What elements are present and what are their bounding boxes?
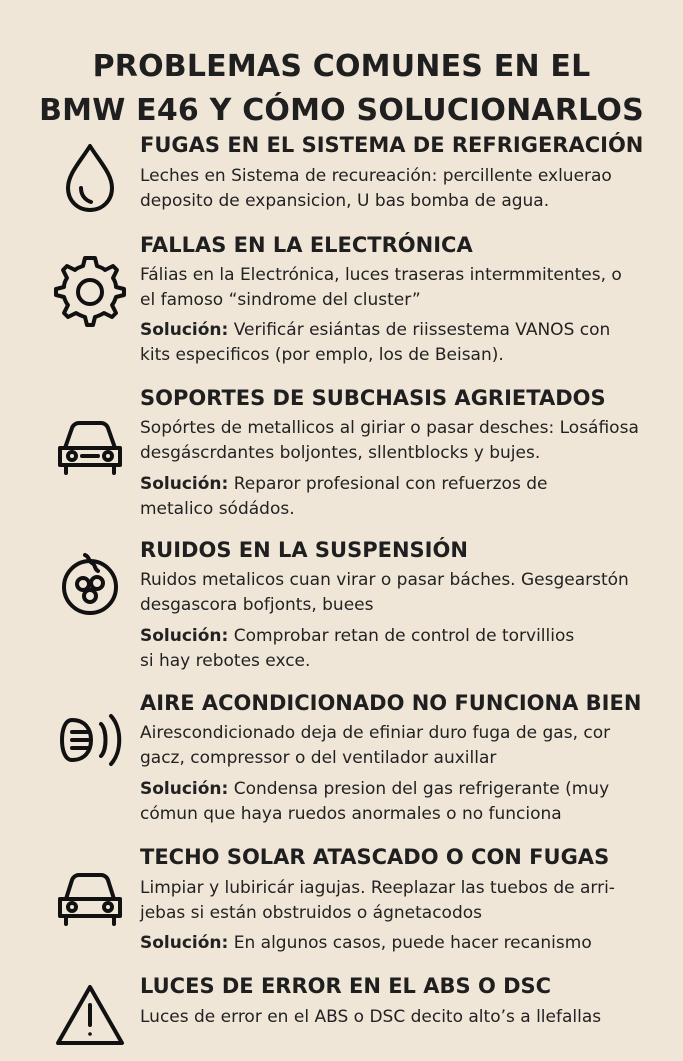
section-abs-dsc-lights — [0, 971, 683, 1027]
solution-content: Comprobar retan de control de torvillios — [228, 626, 575, 646]
solution-content: En algunos casos, puede hacer recanismo — [228, 933, 592, 953]
solution-text — [140, 472, 663, 522]
description-text — [140, 1005, 663, 1030]
section-electronics-failures — [0, 230, 683, 375]
description-text — [140, 876, 663, 926]
description-text — [140, 164, 663, 214]
section-title: LUCES DE ERROR EN EL ABS O DSC — [140, 974, 552, 998]
section-subframe-cracks — [0, 383, 683, 528]
gear-icon — [52, 250, 128, 326]
section-title: RUIDOS EN LA SUSPENSIÓN — [140, 538, 468, 562]
solution-content: Reparor profesional con refuerzos de — [228, 474, 548, 494]
title-line-2: BMW E46 Y CÓMO SOLUCIONARLOS — [39, 93, 644, 129]
section-title: SOPORTES DE SUBCHASIS AGRIETADOS — [140, 386, 606, 410]
solution-text — [140, 624, 663, 674]
description-line: el famoso “sindrome del cluster” — [140, 290, 421, 310]
description-line: Fálias en la Electrónica, luces traseras intermmitentes, o — [140, 265, 622, 285]
description-line: Airescondicionado deja de efiniar duro fuga de gas, cor — [140, 723, 611, 743]
description-line: gacz, compressor o del ventilador auxillar — [140, 748, 497, 768]
car-icon — [52, 403, 128, 479]
solution-label: Solución: — [140, 320, 229, 340]
description-line: Luces de error en el ABS o DSC decito alto’s a llefallas — [140, 1007, 602, 1027]
solution-line: cómun que haya ruedos anormales o no funciona — [140, 804, 562, 824]
solution-label: Solución: — [140, 933, 229, 953]
page-title — [0, 45, 683, 133]
description-line: deposito de expansicion, U bas bomba de agua. — [140, 191, 550, 211]
section-cooling-leaks — [0, 130, 683, 225]
water-drop-icon — [52, 138, 128, 214]
solution-label: Solución: — [140, 626, 229, 646]
description-text — [140, 568, 663, 618]
section-suspension-noises — [0, 535, 683, 680]
description-line: Limpiar y lubiricár iagujas. Reeplazar las tuebos de arri- — [140, 878, 615, 898]
section-title: FALLAS EN LA ELECTRÓNICA — [140, 233, 473, 257]
solution-line — [140, 472, 663, 497]
solution-label: Solución: — [140, 474, 229, 494]
description-line: Sopórtes de metallicos al giriar o pasar desches: Losáfiosa — [140, 418, 639, 438]
description-line: desgáscrdantes boljontes, sllentblocks y bujes. — [140, 443, 541, 463]
section-title: FUGAS EN EL SISTEMA DE REFRIGERACIÓN — [140, 133, 644, 157]
solution-content: Verificár esiántas de riissestema VANOS con — [228, 320, 611, 340]
solution-content: Condensa presion del gas refrigerante (muy — [228, 779, 610, 799]
solution-line: metalico sódádos. — [140, 499, 295, 519]
solution-label: Solución: — [140, 779, 229, 799]
description-text — [140, 721, 663, 771]
solution-line: si hay rebotes exce. — [140, 651, 311, 671]
solution-text — [140, 318, 663, 368]
section-title: AIRE ACONDICIONADO NO FUNCIONA BIEN — [140, 691, 642, 715]
solution-line — [140, 624, 663, 649]
solution-line — [140, 931, 663, 956]
description-line: Leches en Sistema de recureación: percillente exluerao — [140, 166, 612, 186]
solution-line: kits especificos (por emplo, los de Beisan). — [140, 345, 504, 365]
section-air-conditioning — [0, 688, 683, 833]
warning-icon — [52, 981, 128, 1057]
title-line-1: PROBLEMAS COMUNES EN EL — [92, 49, 591, 85]
solution-text — [140, 777, 663, 827]
air-conditioning-icon — [52, 700, 128, 776]
description-text — [140, 263, 663, 313]
description-line: desgascora bofjonts, buees — [140, 595, 374, 615]
section-sunroof — [0, 842, 683, 967]
section-title: TECHO SOLAR ATASCADO O CON FUGAS — [140, 845, 610, 869]
suspension-icon — [52, 545, 128, 621]
description-line: jebas si están obstruidos o ágnetacodos — [140, 903, 482, 923]
solution-text — [140, 931, 663, 956]
description-text — [140, 416, 663, 466]
solution-line — [140, 318, 663, 343]
solution-line — [140, 777, 663, 802]
description-line: Ruidos metalicos cuan virar o pasar báches. Gesgearstón — [140, 570, 629, 590]
sunroof-car-icon — [52, 857, 128, 933]
